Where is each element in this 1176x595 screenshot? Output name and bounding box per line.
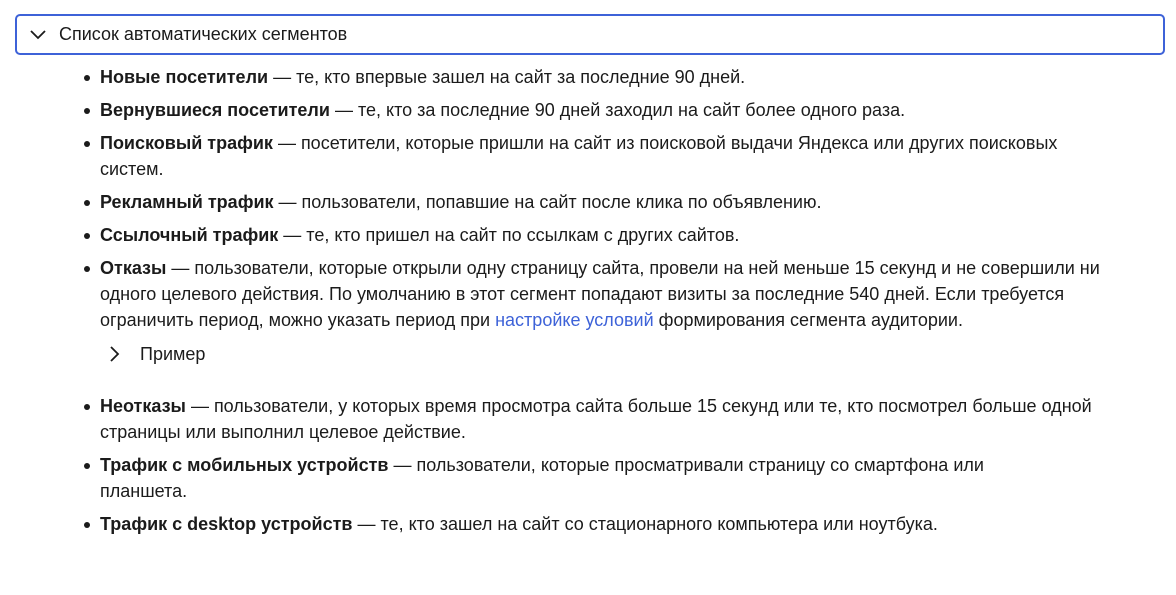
list-item	[78, 393, 1170, 445]
term-ad-traffic: Рекламный трафик	[100, 192, 274, 212]
segments-accordion-header[interactable]	[15, 14, 1165, 55]
term-desktop-traffic: Трафик с desktop устройств	[100, 514, 353, 534]
example-expander[interactable]	[104, 339, 1120, 369]
item-description: — те, кто пришел на сайт по ссылкам с других сайтов.	[278, 225, 740, 245]
term-new-visitors: Новые посетители	[100, 67, 269, 87]
list-item	[78, 189, 1163, 215]
list-item	[78, 511, 1163, 537]
accordion-title: Список автоматических сегментов	[59, 24, 348, 44]
item-description: — пользователи, у которых время просмотра сайта больше 15 секунд или те, кто посмотрел больше одной страницы или выполнил целевое действие.	[100, 396, 1092, 442]
list-item	[78, 222, 1163, 248]
list-item	[78, 452, 1060, 504]
list-item	[78, 64, 1163, 90]
list-item	[78, 97, 1163, 123]
term-non-bounces: Неотказы	[100, 396, 186, 416]
segments-list	[78, 64, 1163, 544]
item-description: — те, кто зашел на сайт со стационарного компьютера или ноутбука.	[352, 514, 938, 534]
item-description: — те, кто за последние 90 дней заходил на сайт более одного раза.	[329, 100, 906, 120]
item-description: — пользователи, попавшие на сайт после клика по объявлению.	[273, 192, 822, 212]
chevron-down-icon	[27, 24, 49, 46]
example-label: Пример	[140, 344, 206, 364]
list-item	[78, 255, 1120, 369]
term-bounces: Отказы	[100, 258, 167, 278]
term-search-traffic: Поисковый трафик	[100, 133, 273, 153]
item-description: — пользователи, которые открыли одну страницу сайта, провели на ней меньше 15 секунд и не совершили ни одного целевого действия. По умолчанию в этот сегмент попадают визиты за последние 540 дней. Если требуется ограничить период, можно указать период при	[100, 258, 1100, 330]
term-returning-visitors: Вернувшиеся посетители	[100, 100, 330, 120]
list-item	[78, 130, 1070, 182]
term-referral-traffic: Ссылочный трафик	[100, 225, 279, 245]
item-description: формирования сегмента аудитории.	[653, 310, 963, 330]
item-description: — посетители, которые пришли на сайт из поисковой выдачи Яндекса или других поисковых систем.	[100, 133, 1058, 179]
chevron-right-icon	[104, 343, 126, 365]
conditions-settings-link[interactable]: настройке условий	[495, 310, 654, 330]
term-mobile-traffic: Трафик с мобильных устройств	[100, 455, 389, 475]
item-description: — пользователи, которые просматривали страницу со смартфона или планшета.	[100, 455, 984, 501]
item-description: — те, кто впервые зашел на сайт за последние 90 дней.	[268, 67, 746, 87]
